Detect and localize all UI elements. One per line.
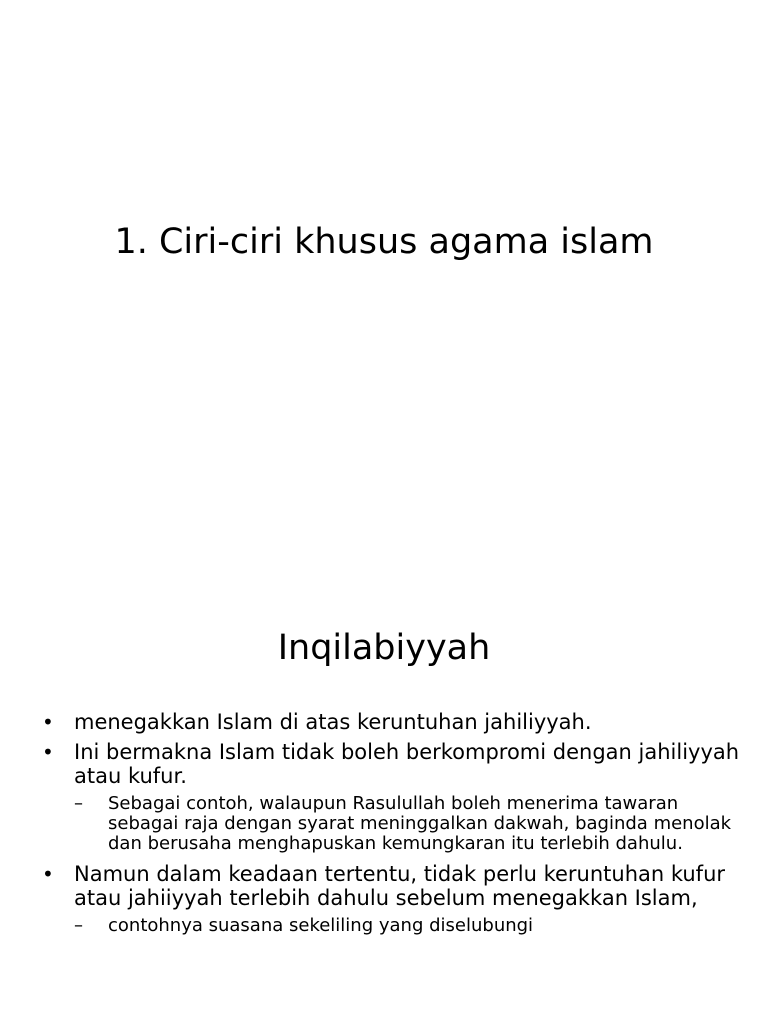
bullet-text: menegakkan Islam di atas keruntuhan jahiliyyah.: [74, 710, 592, 734]
bullet-text: Ini bermakna Islam tidak boleh berkompromi dengan jahiliyyah atau kufur.: [74, 740, 740, 788]
sub-bullet-text: Sebagai contoh, walaupun Rasulullah boleh menerima tawaran sebagai raja dengan syarat meninggalkan dakwah, baginda menolak dan berusaha menghapuskan kemungkaran itu terlebih dahulu.: [108, 793, 732, 854]
sub-bullet-text: contohnya suasana sekeliling yang diselubungi: [108, 915, 534, 936]
bullet-marker: •: [42, 862, 54, 886]
bullet-list: [42, 710, 742, 944]
sub-bullet-item: [42, 916, 742, 936]
slide-2: [0, 576, 768, 1024]
bullet-marker: •: [42, 710, 54, 734]
bullet-marker: •: [42, 740, 54, 764]
sub-bullet-marker: –: [74, 793, 83, 814]
bullet-item: [42, 862, 742, 910]
sub-bullet-marker: –: [74, 915, 83, 936]
slide-1-title: 1. Ciri-ciri khusus agama islam: [114, 222, 654, 262]
bullet-item: [42, 710, 742, 734]
sub-bullet-item: [42, 794, 742, 854]
bullet-text: Namun dalam keadaan tertentu, tidak perlu keruntuhan kufur atau jahiiyyah terlebih dahulu sebelum menegakkan Islam,: [74, 862, 726, 910]
slide-2-title: Inqilabiyyah: [277, 628, 491, 668]
bullet-item: [42, 740, 742, 788]
